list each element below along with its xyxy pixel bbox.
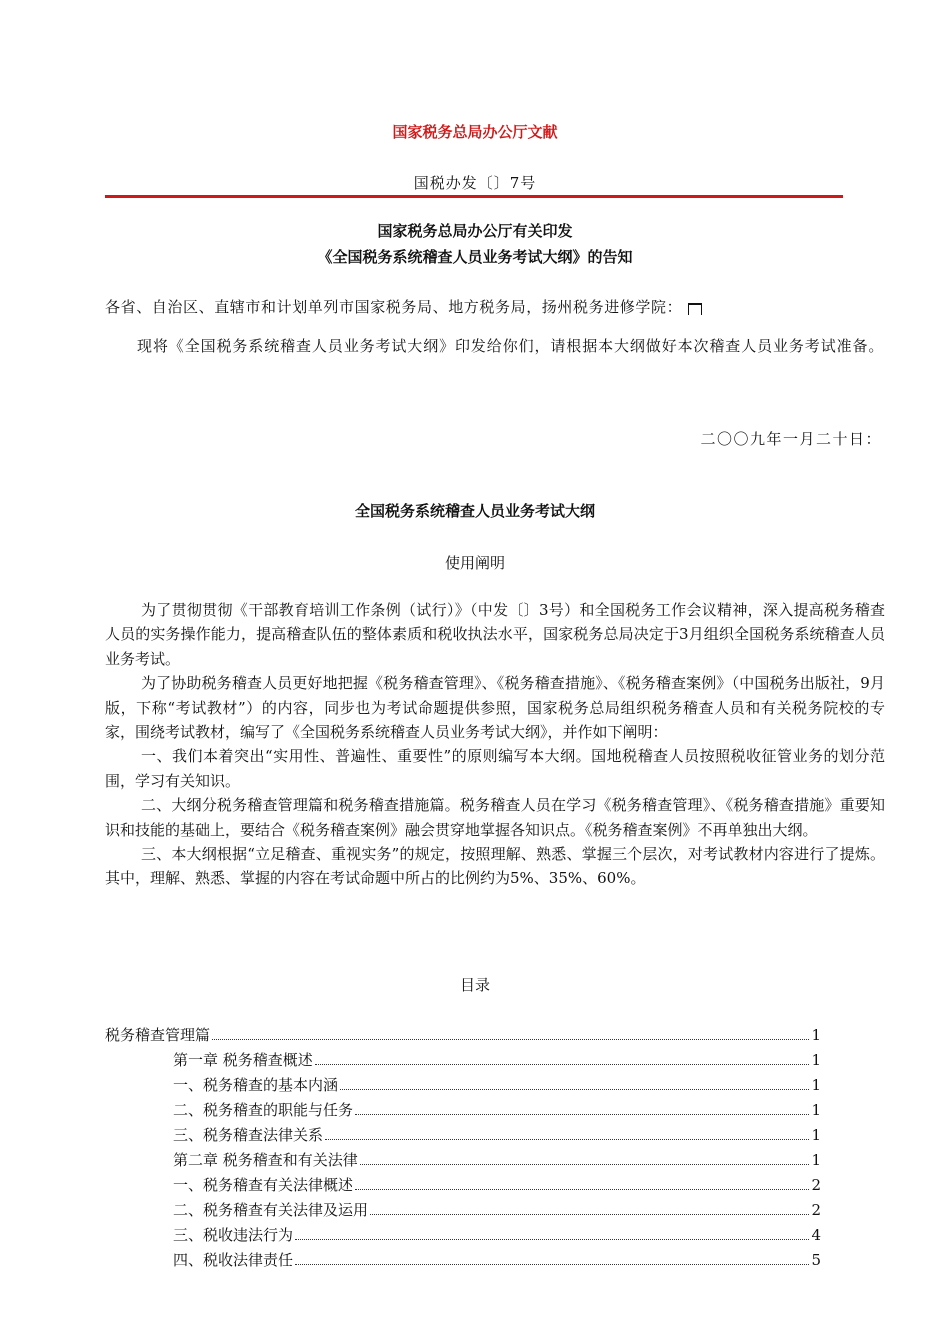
paragraph: 二、大纲分税务稽查管理篇和税务稽查措施篇。税务稽查人员在学习《税务稽查管理》、《税务稽查措施》重要知识和技能的基础上，要结合《税务稽查案例》融会贯穿地掌握各知识点。《税务稽查案例》不再单独出大纲。 <box>105 796 885 839</box>
toc-entry-label: 二、税务稽查的职能与任务 <box>173 1101 354 1119</box>
document-number: 国税办发〔〕7号 <box>413 174 537 192</box>
toc-entry[interactable] <box>105 1074 821 1099</box>
toc-entry-label: 一、税务稽查有关法律概述 <box>173 1176 354 1194</box>
toc-entry[interactable] <box>105 1224 821 1249</box>
toc-entry[interactable] <box>105 1099 821 1124</box>
toc-leader-dots <box>212 1039 809 1040</box>
toc-leader-dots <box>295 1239 809 1240</box>
toc-entry-label: 第二章 税务稽查和有关法律 <box>173 1151 358 1169</box>
toc-entry-page: 4 <box>811 1226 821 1244</box>
toc-entry[interactable] <box>105 1149 821 1174</box>
toc-entry[interactable] <box>105 1249 821 1274</box>
toc-entry[interactable] <box>105 1124 821 1149</box>
toc-leader-dots <box>315 1064 810 1065</box>
toc-entry-label: 二、税务稽查有关法律及运用 <box>173 1201 369 1219</box>
table-of-contents <box>105 1024 821 1274</box>
outline-subtitle: 使用阐明 <box>444 554 505 572</box>
toc-entry-page: 1 <box>811 1101 821 1119</box>
document-org-header: 国家税务总局办公厅文献 <box>392 123 558 141</box>
toc-entry[interactable] <box>105 1024 821 1049</box>
toc-leader-dots <box>355 1189 809 1190</box>
toc-entry-page: 2 <box>811 1201 821 1219</box>
toc-leader-dots <box>340 1089 809 1090</box>
outline-title: 全国税务系统稽查人员业务考试大纲 <box>354 502 595 520</box>
toc-entry-label: 税务稽查管理篇 <box>105 1026 211 1044</box>
toc-entry-page: 1 <box>811 1126 821 1144</box>
bracket-mark-icon <box>688 303 702 315</box>
toc-entry-page: 1 <box>811 1051 821 1069</box>
toc-entry[interactable] <box>105 1049 821 1074</box>
toc-entry-page: 1 <box>811 1076 821 1094</box>
addressee-text: 各省、自治区、直辖市和计划单列市国家税务局、地方税务局，扬州税务进修学院： <box>105 298 683 316</box>
paragraph: 为了协助税务稽查人员更好地把握《税务稽查管理》、《税务稽查措施》、《税务稽查案例》（中国税务出版社，9月版，下称“考试教材”）的内容，同步也为考试命题提供参照，国家税务总局组织税务稽查人员和有关税务院校的专家，围绕考试教材，编写了《全国税务系统稽查人员业务考试大纲》，并作如下阐明： <box>105 674 885 742</box>
toc-leader-dots <box>295 1264 809 1265</box>
paragraph: 三、本大纲根据“立足稽查、重视实务”的规定，按照理解、熟悉、掌握三个层次，对考试教材内容进行了提炼。其中，理解、熟悉、掌握的内容在考试命题中所占的比例约为5%、35%、60%。 <box>105 845 885 888</box>
notice-date: 二〇〇九年一月二十日： <box>700 430 882 448</box>
toc-entry-label: 三、税务稽查法律关系 <box>173 1126 324 1144</box>
notice-title-line2: 《全国税务系统稽查人员业务考试大纲》的告知 <box>317 248 633 266</box>
notice-body: 现将《全国税务系统稽查人员业务考试大纲》印发给你们，请根据本大纲做好本次稽查人员业务考试准备。 <box>137 337 885 355</box>
toc-entry[interactable] <box>105 1174 821 1199</box>
toc-entry-label: 三、税收违法行为 <box>173 1226 294 1244</box>
toc-entry[interactable] <box>105 1199 821 1224</box>
toc-leader-dots <box>370 1214 809 1215</box>
toc-entry-label: 一、税务稽查的基本内涵 <box>173 1076 339 1094</box>
toc-leader-dots <box>360 1164 810 1165</box>
paragraph: 为了贯彻贯彻《干部教育培训工作条例（试行）》（中发〔〕3号）和全国税务工作会议精神，深入提高税务稽查人员的实务操作能力，提高稽查队伍的整体素质和税收执法水平，国家税务总局决定于3月组织全国税务系统稽查人员业务考试。 <box>105 601 885 668</box>
red-divider-line <box>105 195 843 198</box>
toc-leader-dots <box>355 1114 809 1115</box>
toc-entry-page: 5 <box>811 1251 821 1269</box>
notice-addressee <box>105 296 702 317</box>
notice-title-line1: 国家税务总局办公厅有关印发 <box>377 222 573 240</box>
outline-body <box>105 598 885 891</box>
toc-entry-page: 1 <box>811 1026 821 1044</box>
paragraph: 一、我们本着突出“实用性、普遍性、重要性”的原则编写本大纲。国地税稽查人员按照税收征管业务的划分范围，学习有关知识。 <box>105 747 885 790</box>
toc-entry-page: 2 <box>811 1176 821 1194</box>
toc-entry-label: 四、税收法律责任 <box>173 1251 294 1269</box>
toc-entry-label: 第一章 税务稽查概述 <box>173 1051 313 1069</box>
toc-title: 目录 <box>459 976 490 994</box>
toc-entry-page: 1 <box>811 1151 821 1169</box>
toc-leader-dots <box>325 1139 809 1140</box>
